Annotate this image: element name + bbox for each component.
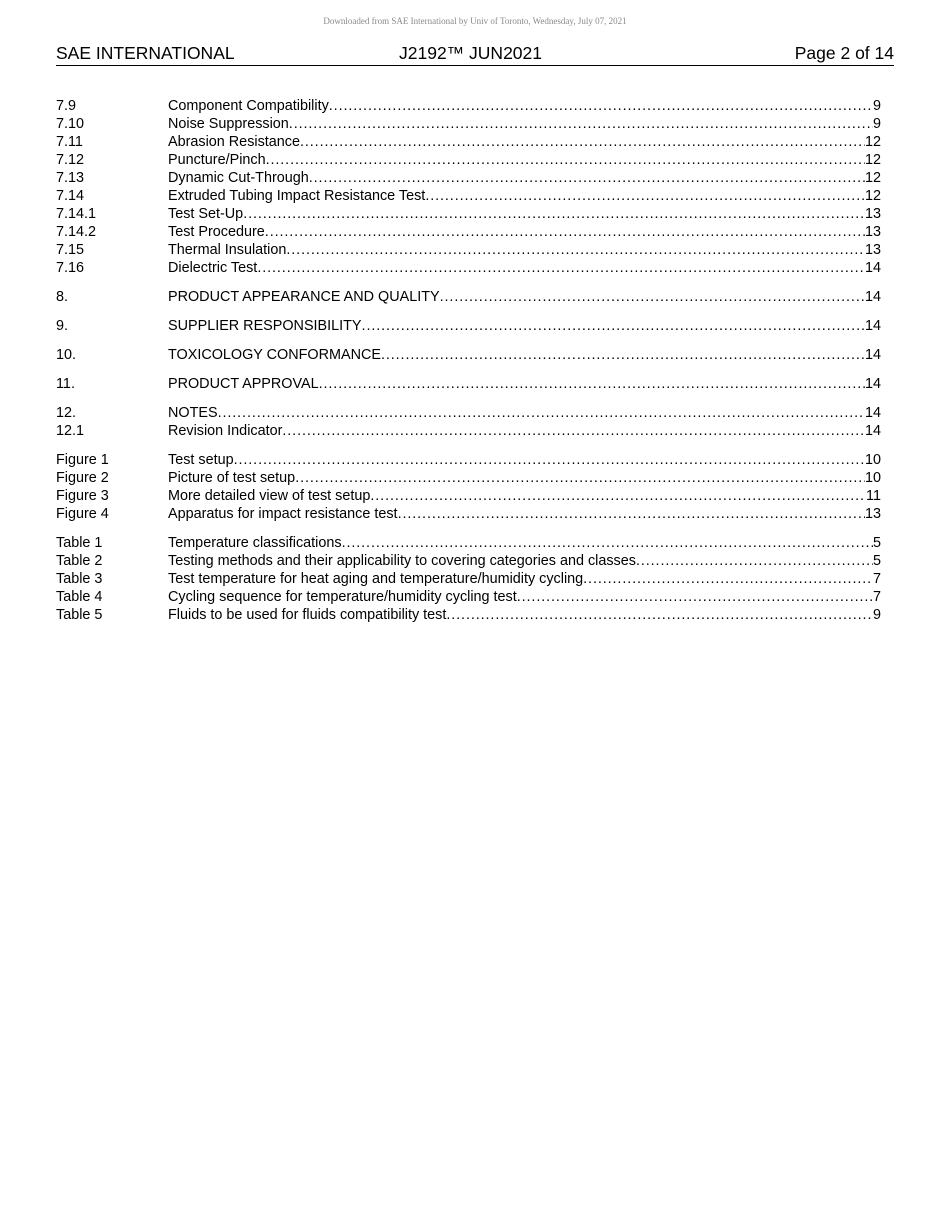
dot-leader [319,375,865,393]
toc-entry-title: Dielectric Test [168,260,258,276]
page-header [56,43,894,66]
toc-group [56,451,881,523]
toc-group [56,375,881,393]
toc-entry-page: 14 [864,260,881,276]
dot-leader [295,469,865,487]
toc-entry-title: PRODUCT APPEARANCE AND QUALITY [168,289,440,305]
toc-entry-number: Figure 2 [56,470,109,486]
toc-entry-page: 13 [864,506,881,522]
toc-entry[interactable] [56,346,881,364]
toc-entry[interactable] [56,469,881,487]
toc-entry-page: 7 [872,589,881,605]
toc-entry[interactable] [56,288,881,306]
toc-group [56,346,881,364]
toc-entry-title: NOTES [168,405,218,421]
dot-leader [583,570,873,588]
toc-entry-number: 7.11 [56,134,83,150]
toc-entry[interactable] [56,187,881,205]
toc-entry-page: 10 [864,452,881,468]
toc-entry-number: 12. [56,405,77,421]
toc-entry-title: Dynamic Cut-Through [168,170,309,186]
toc-entry-title: Extruded Tubing Impact Resistance Test [168,188,426,204]
dot-leader [440,288,865,306]
dot-leader [370,487,866,505]
toc-entry-page: 13 [864,206,881,222]
toc-entry-title: Test Set-Up [168,206,244,222]
toc-entry-title: Test setup [168,452,234,468]
toc-entry-number: 7.14 [56,188,85,204]
toc-entry-title: Noise Suppression [168,116,289,132]
toc-entry[interactable] [56,115,881,133]
dot-leader [517,588,873,606]
dot-leader [342,534,873,552]
toc-entry[interactable] [56,505,881,523]
toc-entry-number: Figure 4 [56,506,109,522]
toc-entry-page: 5 [872,535,881,551]
toc-entry[interactable] [56,241,881,259]
toc-entry-title: Thermal Insulation [168,242,287,258]
toc-entry-title: More detailed view of test setup [168,488,371,504]
toc-entry-page: 14 [864,347,881,363]
toc-entry-page: 10 [864,470,881,486]
toc-entry-number: 7.14.2 [56,224,97,240]
toc-group [56,534,881,624]
toc-entry-number: Table 1 [56,535,103,551]
dot-leader [257,259,865,277]
toc-entry[interactable] [56,259,881,277]
toc-entry-title: Revision Indicator [168,423,283,439]
toc-entry-page: 14 [864,405,881,421]
table-of-contents [56,97,881,635]
toc-entry[interactable] [56,422,881,440]
dot-leader [289,115,873,133]
toc-entry[interactable] [56,205,881,223]
toc-entry-number: 11. [56,376,75,392]
dot-leader [300,133,865,151]
toc-entry-page: 5 [872,553,881,569]
dot-leader [425,187,865,205]
toc-group [56,97,881,277]
toc-entry-page: 13 [864,242,881,258]
dot-leader [329,97,873,115]
toc-entry-page: 13 [864,224,881,240]
toc-group [56,404,881,440]
toc-entry-page: 7 [872,571,881,587]
toc-entry-title: Fluids to be used for fluids compatibility test [168,607,447,623]
toc-entry-number: Table 5 [56,607,103,623]
toc-entry[interactable] [56,570,881,588]
document-id: J2192™ JUN2021 [399,43,542,63]
dot-leader [265,223,865,241]
toc-entry-number: 10. [56,347,77,363]
toc-entry-title: Puncture/Pinch [168,152,266,168]
toc-entry[interactable] [56,588,881,606]
toc-entry-page: 9 [872,607,881,623]
toc-entry-title: Cycling sequence for temperature/humidity cycling test [168,589,517,605]
toc-entry-number: 7.10 [56,116,85,132]
toc-entry[interactable] [56,534,881,552]
dot-leader [218,404,865,422]
toc-entry[interactable] [56,451,881,469]
toc-entry[interactable] [56,552,881,570]
toc-entry-page: 12 [864,134,881,150]
toc-entry[interactable] [56,487,881,505]
toc-entry-number: Table 3 [56,571,103,587]
toc-entry-title: Testing methods and their applicability to covering categories and classes [168,553,636,569]
toc-entry[interactable] [56,375,881,393]
toc-entry[interactable] [56,223,881,241]
toc-entry-title: Test temperature for heat aging and temperature/humidity cycling [168,571,584,587]
toc-entry[interactable] [56,317,881,335]
toc-entry-number: 7.12 [56,152,85,168]
dot-leader [381,346,865,364]
toc-entry-page: 9 [872,98,881,114]
dot-leader [636,552,873,570]
toc-entry-number: Table 2 [56,553,103,569]
toc-entry-title: Test Procedure [168,224,265,240]
toc-entry[interactable] [56,133,881,151]
toc-entry-page: 11 [866,488,881,504]
dot-leader [266,151,865,169]
toc-entry-number: 12.1 [56,423,85,439]
toc-entry-title: Abrasion Resistance [168,134,300,150]
toc-entry[interactable] [56,404,881,422]
dot-leader [362,317,865,335]
toc-entry-title: SUPPLIER RESPONSIBILITY [168,318,362,334]
toc-entry-title: TOXICOLOGY CONFORMANCE [168,347,381,363]
toc-entry[interactable] [56,169,881,187]
download-watermark: Downloaded from SAE International by Univ of Toronto, Wednesday, July 07, 2021 [323,16,627,26]
toc-entry-number: 7.16 [56,260,85,276]
toc-entry-number: Table 4 [56,589,103,605]
toc-entry-number: Figure 3 [56,488,109,504]
toc-entry-title: Temperature classifications [168,535,342,551]
toc-entry[interactable] [56,97,881,115]
toc-entry[interactable] [56,606,881,624]
dot-leader [309,169,865,187]
toc-entry-page: 9 [872,116,881,132]
toc-entry-number: 8. [56,289,69,305]
toc-entry-title: Component Compatibility [168,98,329,114]
dot-leader [282,422,865,440]
toc-entry-page: 14 [864,318,881,334]
toc-entry-page: 14 [864,376,881,392]
toc-entry-title: Apparatus for impact resistance test [168,506,398,522]
toc-entry-number: 7.14.1 [56,206,97,222]
toc-entry-page: 12 [864,188,881,204]
dot-leader [234,451,865,469]
dot-leader [286,241,865,259]
toc-entry-page: 12 [864,152,881,168]
toc-entry-number: 7.13 [56,170,85,186]
toc-entry-number: 9. [56,318,69,334]
toc-group [56,288,881,306]
dot-leader [398,505,865,523]
page-number: Page 2 of 14 [794,43,894,63]
toc-entry-title: Picture of test setup [168,470,296,486]
toc-group [56,317,881,335]
toc-entry-title: PRODUCT APPROVAL [168,376,319,392]
publisher-name: SAE INTERNATIONAL [56,43,235,63]
toc-entry-number: 7.15 [56,242,85,258]
dot-leader [243,205,865,223]
toc-entry[interactable] [56,151,881,169]
toc-entry-number: 7.9 [56,98,77,114]
dot-leader [446,606,873,624]
toc-entry-page: 14 [864,423,881,439]
toc-entry-page: 12 [864,170,881,186]
toc-entry-page: 14 [864,289,881,305]
toc-entry-number: Figure 1 [56,452,109,468]
